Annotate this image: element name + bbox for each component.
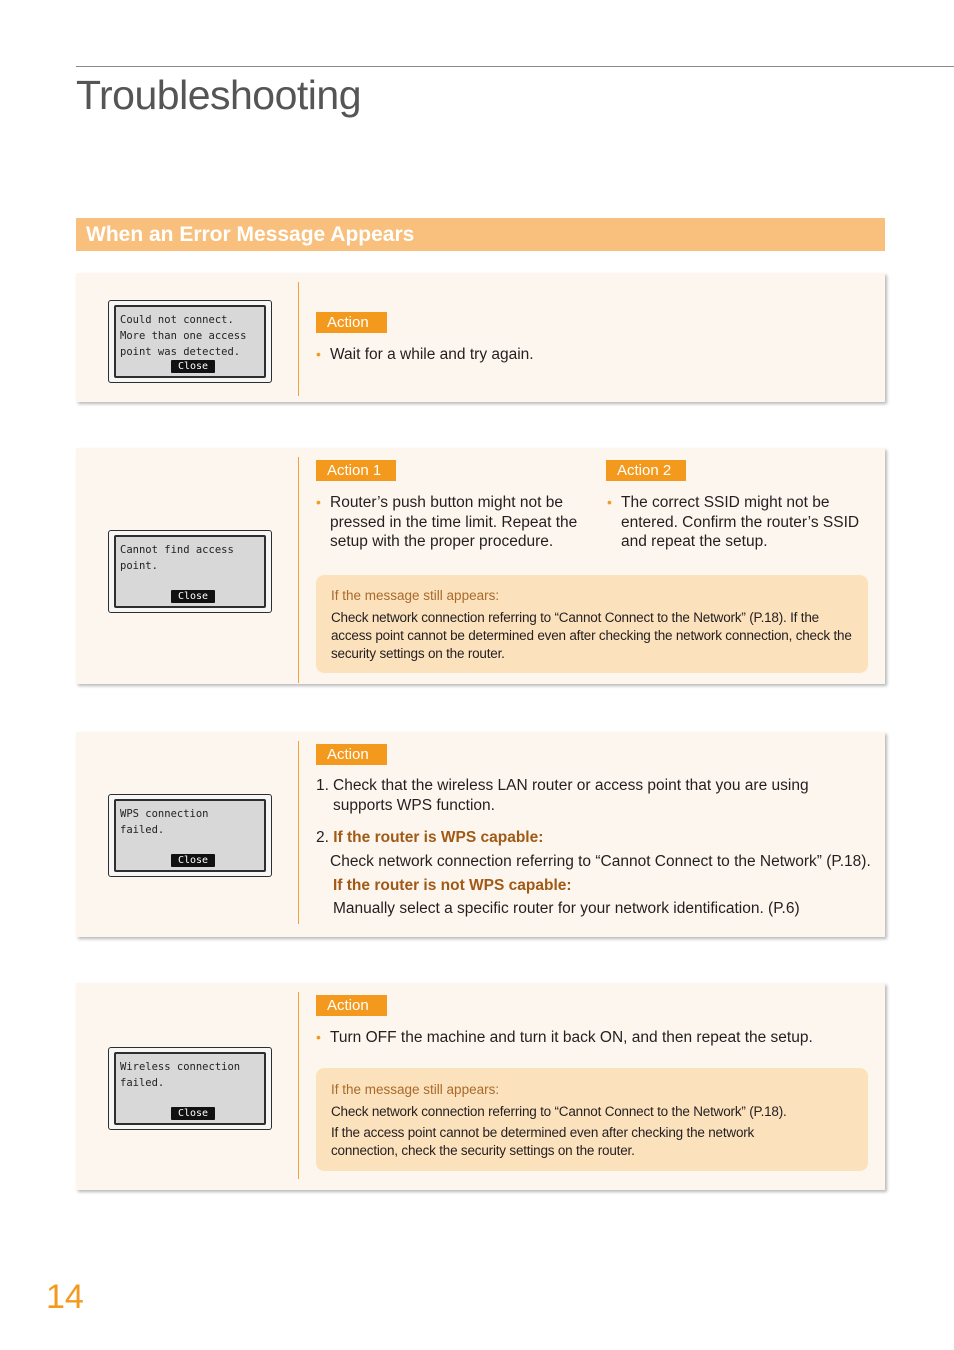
card-divider bbox=[298, 741, 299, 924]
step-1-number: 1. bbox=[316, 777, 329, 794]
action-2-label: Action 2 bbox=[606, 460, 686, 481]
step-1 bbox=[316, 776, 856, 815]
screen-close-button: Close bbox=[171, 854, 215, 867]
step-1-text: Check that the wireless LAN router or access point that you are using supports WPS function. bbox=[333, 777, 809, 814]
error-screen bbox=[108, 300, 272, 383]
error-screen bbox=[108, 794, 272, 877]
action-bullet: • Wait for a while and try again. bbox=[316, 346, 534, 363]
step-3-heading: If the router is not WPS capable: bbox=[333, 877, 572, 894]
error-screen bbox=[108, 1047, 272, 1130]
screen-close-button: Close bbox=[171, 360, 215, 373]
note-title: If the message still appears: bbox=[331, 1082, 500, 1097]
screen-line: WPS connection bbox=[120, 808, 209, 820]
note-text: If the access point cannot be determined even after checking the network connection, check the security settings on the router. bbox=[331, 1125, 755, 1158]
card-divider bbox=[298, 282, 299, 396]
screen-close-button: Close bbox=[171, 1107, 215, 1120]
step-2 bbox=[316, 828, 876, 848]
step-3-text: Manually select a specific router for your network identification. (P.6) bbox=[333, 900, 800, 917]
error-screen bbox=[108, 530, 272, 613]
still-appears-note bbox=[316, 1068, 868, 1171]
action-1-bullet: • Router’s push button might not be pressed in the time limit. Repeat the setup with the proper procedure. bbox=[316, 494, 578, 550]
action-1-label: Action 1 bbox=[316, 460, 396, 481]
note-text: Check network connection referring to “Cannot Connect to the Network” (P.18). bbox=[331, 1104, 787, 1119]
step-2-number: 2. bbox=[316, 829, 329, 846]
action-label: Action bbox=[316, 312, 387, 333]
header-rule bbox=[76, 66, 954, 67]
page-number: 14 bbox=[46, 1278, 84, 1316]
screen-close-button: Close bbox=[171, 590, 215, 603]
step-2-heading: If the router is WPS capable: bbox=[333, 829, 544, 846]
action-label: Action bbox=[316, 744, 387, 765]
error-card-could-not-connect bbox=[76, 273, 885, 402]
action-label: Action bbox=[316, 995, 387, 1016]
screen-line: Could not connect. bbox=[120, 314, 234, 326]
page-title: Troubleshooting bbox=[76, 72, 362, 118]
screen-line: failed. bbox=[120, 1077, 165, 1089]
screen-line: point. bbox=[120, 560, 158, 572]
step-2-text: Check network connection referring to “Cannot Connect to the Network” (P.18). bbox=[330, 853, 871, 870]
bullet-icon: • bbox=[316, 494, 321, 510]
bullet-icon: • bbox=[316, 346, 321, 362]
note-text: Check network connection referring to “Cannot Connect to the Network” (P.18). If the access point cannot be determined even after checking the network connection, check the security settings on the router. bbox=[331, 610, 852, 661]
action-2-bullet: • The correct SSID might not be entered. Confirm the router’s SSID and repeat the setup. bbox=[607, 494, 860, 550]
section-header bbox=[76, 218, 885, 251]
section-title: When an Error Message Appears bbox=[86, 223, 415, 246]
error-card-wireless-failed bbox=[76, 983, 885, 1190]
error-card-cannot-find-access-point bbox=[76, 448, 885, 684]
screen-line: point was detected. bbox=[120, 346, 241, 358]
screen-line: More than one access bbox=[120, 330, 247, 342]
screen-line: failed. bbox=[120, 824, 165, 836]
card-divider bbox=[298, 992, 299, 1179]
bullet-icon: • bbox=[316, 1029, 321, 1045]
action-bullet: • Turn OFF the machine and turn it back ON, and then repeat the setup. bbox=[316, 1029, 813, 1046]
still-appears-note bbox=[316, 575, 868, 673]
screen-line: Cannot find access bbox=[120, 544, 234, 556]
screen-line: Wireless connection bbox=[120, 1061, 241, 1073]
bullet-icon: • bbox=[607, 494, 612, 510]
note-title: If the message still appears: bbox=[331, 588, 500, 603]
error-card-wps-failed bbox=[76, 732, 885, 937]
card-divider bbox=[298, 457, 299, 683]
